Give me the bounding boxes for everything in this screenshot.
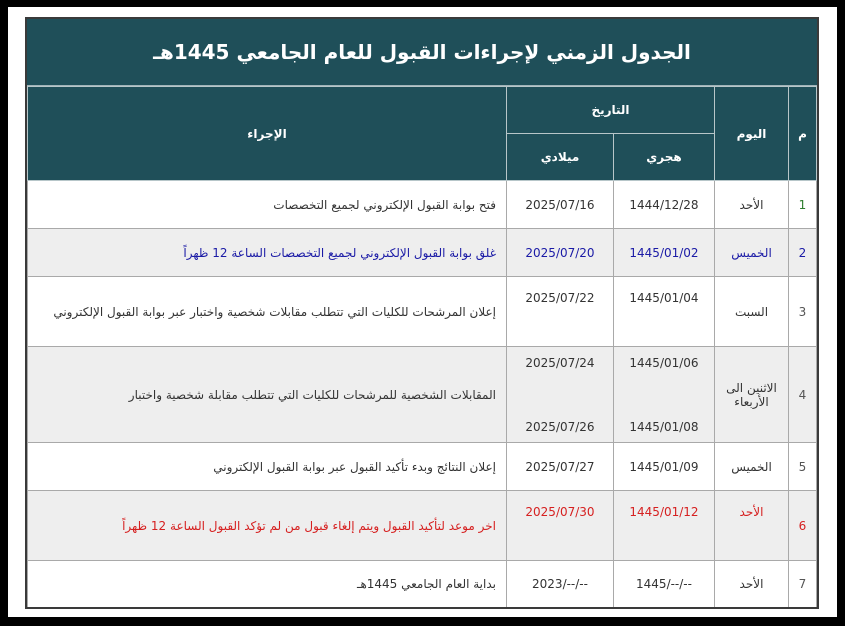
- table-row: [28, 347, 817, 443]
- table-row: [28, 491, 817, 561]
- row-gregorian: 2025/07/27: [507, 443, 614, 491]
- row-day: الأحد: [715, 181, 789, 229]
- row-index: 1: [789, 181, 817, 229]
- row-action: إعلان النتائج وبدء تأكيد القبول عبر بوابة القبول الإلكتروني: [28, 443, 507, 491]
- row-action: غلق بوابة القبول الإلكتروني لجميع التخصصات الساعة 12 ظهراً: [28, 229, 507, 277]
- table-row: [28, 229, 817, 277]
- row-hijri-end: 1445/01/08: [629, 419, 699, 434]
- row-gregorian: 2025/07/20: [507, 229, 614, 277]
- row-hijri: 1445/01/12: [614, 491, 715, 561]
- row-index: 4: [789, 347, 817, 443]
- header-date: التاريخ: [507, 87, 715, 134]
- schedule-table-frame: [25, 17, 819, 609]
- row-hijri: 1445/01/02: [614, 229, 715, 277]
- row-gregorian-start: 2025/07/24: [525, 355, 595, 370]
- row-gregorian: --/--/2023: [507, 561, 614, 608]
- row-day: الخميس: [715, 443, 789, 491]
- row-index: 6: [789, 491, 817, 561]
- header-hijri: هجري: [614, 134, 715, 181]
- table-row: [28, 443, 817, 491]
- page-title: الجدول الزمني لإجراءات القبول للعام الجامعي 1445هـ: [27, 19, 817, 86]
- row-gregorian: 2025/07/16: [507, 181, 614, 229]
- row-hijri-start: 1445/01/06: [629, 355, 699, 370]
- header-gregorian: ميلادي: [507, 134, 614, 181]
- row-hijri-cell: [614, 347, 715, 443]
- row-index: 7: [789, 561, 817, 608]
- row-index: 3: [789, 277, 817, 347]
- table-row: [28, 561, 817, 608]
- row-index: 5: [789, 443, 817, 491]
- row-gregorian: 2025/07/22: [507, 277, 614, 347]
- header-action: الإجراء: [28, 87, 507, 181]
- row-action: بداية العام الجامعي 1445هـ: [28, 561, 507, 608]
- row-day: السبت: [715, 277, 789, 347]
- row-hijri: --/--/1445: [614, 561, 715, 608]
- table-row: [28, 181, 817, 229]
- row-index: 2: [789, 229, 817, 277]
- row-action: المقابلات الشخصية للمرشحات للكليات التي تتطلب مقابلة شخصية واختبار: [28, 347, 507, 443]
- row-action: فتح بوابة القبول الإلكتروني لجميع التخصصات: [28, 181, 507, 229]
- row-day: الأحد: [715, 561, 789, 608]
- row-gregorian: 2025/07/30: [507, 491, 614, 561]
- card: [8, 7, 837, 617]
- header-day: اليوم: [715, 87, 789, 181]
- table-row: [28, 277, 817, 347]
- row-action: اخر موعد لتأكيد القبول ويتم إلغاء قبول من لم تؤكد القبول الساعة 12 ظهراً: [28, 491, 507, 561]
- row-gregorian-cell: [507, 347, 614, 443]
- row-day: الاثنين الى الأربعاء: [715, 347, 789, 443]
- row-hijri: 1445/01/09: [614, 443, 715, 491]
- row-day: الأحد: [715, 491, 789, 561]
- row-gregorian-end: 2025/07/26: [525, 419, 595, 434]
- row-day: الخميس: [715, 229, 789, 277]
- row-action: إعلان المرشحات للكليات التي تتطلب مقابلات شخصية واختبار عبر بوابة القبول الإلكتروني: [28, 277, 507, 347]
- row-hijri: 1445/01/04: [614, 277, 715, 347]
- schedule-table: [27, 86, 817, 608]
- row-hijri: 1444/12/28: [614, 181, 715, 229]
- header-index: م: [789, 87, 817, 181]
